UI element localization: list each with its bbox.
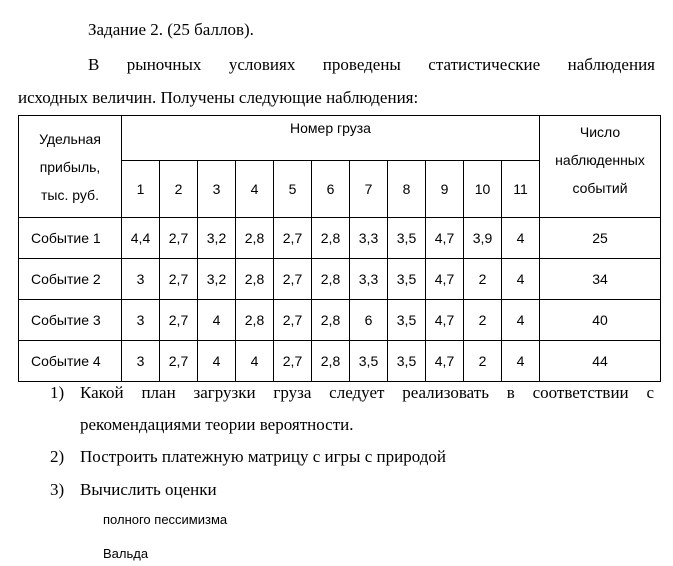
question-1	[50, 383, 654, 407]
profit-value-cell: 2	[464, 341, 502, 382]
profit-value-cell: 3,9	[464, 218, 502, 259]
profit-value-cell: 2,8	[312, 341, 350, 382]
question-3	[50, 480, 650, 504]
profit-value-cell: 2,8	[236, 259, 274, 300]
table-row	[19, 341, 661, 382]
profit-value-cell: 2,7	[160, 300, 198, 341]
event-count-cell: 34	[540, 259, 661, 300]
profit-value-cell: 2,8	[236, 300, 274, 341]
cargo-number-cell: 9	[426, 161, 464, 218]
cargo-number-cell: 1	[122, 161, 160, 218]
cargo-number-cell: 4	[236, 161, 274, 218]
profit-value-cell: 2,7	[160, 341, 198, 382]
profit-value-cell: 3,3	[350, 259, 388, 300]
profit-value-cell: 3,2	[198, 259, 236, 300]
profit-value-cell: 4	[236, 341, 274, 382]
header-count-line: событий	[572, 180, 628, 196]
profit-value-cell: 4	[502, 300, 540, 341]
cargo-number-cell: 6	[312, 161, 350, 218]
profit-value-cell: 3	[122, 259, 160, 300]
event-label: Событие 4	[19, 341, 122, 382]
profit-value-cell: 3,5	[388, 341, 426, 382]
cargo-number-cell: 7	[350, 161, 388, 218]
header-count-line: наблюденных	[555, 152, 645, 168]
event-count-cell: 25	[540, 218, 661, 259]
profit-value-cell: 3,5	[388, 259, 426, 300]
table-row	[19, 218, 661, 259]
profit-value-cell: 2,7	[274, 300, 312, 341]
cargo-number-cell: 8	[388, 161, 426, 218]
header-profit-line: тыс. руб.	[41, 186, 99, 203]
header-profit-line: прибыль,	[39, 158, 101, 175]
profit-value-cell: 3,5	[388, 300, 426, 341]
intro-line-2: исходных величин. Получены следующие наблюдения:	[18, 88, 419, 107]
profit-value-cell: 4	[198, 341, 236, 382]
table-row	[19, 300, 661, 341]
profit-value-cell: 3,2	[198, 218, 236, 259]
cargo-number-cell: 11	[502, 161, 540, 218]
sub-item-wald: Вальда	[103, 546, 149, 561]
question-text: Вычислить оценки	[80, 480, 217, 499]
task-title: Задание 2. (25 баллов).	[88, 20, 254, 39]
cargo-number-cell: 5	[274, 161, 312, 218]
event-label: Событие 2	[19, 259, 122, 300]
profit-value-cell: 6	[350, 300, 388, 341]
profit-value-cell: 2,8	[236, 218, 274, 259]
table-row	[19, 259, 661, 300]
question-1-continuation: рекомендациями теории вероятности.	[80, 415, 354, 434]
profit-value-cell: 2,7	[160, 218, 198, 259]
cargo-number-cell: 2	[160, 161, 198, 218]
profit-value-cell: 2,7	[160, 259, 198, 300]
profit-value-cell: 4	[502, 218, 540, 259]
profit-value-cell: 3,3	[350, 218, 388, 259]
event-count-cell: 40	[540, 300, 661, 341]
profit-value-cell: 2,7	[274, 259, 312, 300]
header-profit-line: Удельная	[39, 130, 101, 147]
profit-value-cell: 4,7	[426, 218, 464, 259]
profit-value-cell: 4	[502, 341, 540, 382]
cargo-number-cell: 10	[464, 161, 502, 218]
profit-value-cell: 3	[122, 341, 160, 382]
profit-value-cell: 3,5	[350, 341, 388, 382]
profit-value-cell: 2	[464, 300, 502, 341]
intro-line-1: В рыночных условиях проведены статистические наблюдения	[88, 55, 655, 74]
profit-value-cell: 2,8	[312, 300, 350, 341]
question-text: Какой план загрузки груза следует реализовать в соответствии с	[80, 383, 654, 402]
observations-table	[18, 115, 661, 382]
profit-value-cell: 3	[122, 300, 160, 341]
event-count-cell: 44	[540, 341, 661, 382]
header-event-count	[540, 116, 661, 218]
question-2	[50, 447, 650, 471]
question-number: 2)	[50, 447, 65, 466]
profit-value-cell: 2,8	[312, 259, 350, 300]
profit-value-cell: 4,7	[426, 259, 464, 300]
question-text: Построить платежную матрицу с игры с природой	[80, 447, 446, 466]
question-number: 1)	[50, 383, 65, 402]
profit-value-cell: 2	[464, 259, 502, 300]
cargo-number-cell: 3	[198, 161, 236, 218]
event-label: Событие 3	[19, 300, 122, 341]
profit-value-cell: 2,8	[312, 218, 350, 259]
profit-value-cell: 3,5	[388, 218, 426, 259]
profit-value-cell: 4,7	[426, 300, 464, 341]
question-number: 3)	[50, 480, 65, 499]
profit-value-cell: 4	[198, 300, 236, 341]
header-cargo-number: Номер груза	[122, 116, 540, 161]
header-profit	[19, 116, 122, 218]
profit-value-cell: 4,4	[122, 218, 160, 259]
profit-value-cell: 2,7	[274, 218, 312, 259]
sub-item-pessimism: полного пессимизма	[103, 512, 228, 527]
profit-value-cell: 2,7	[274, 341, 312, 382]
profit-value-cell: 4,7	[426, 341, 464, 382]
header-count-line: Число	[579, 124, 621, 140]
event-label: Событие 1	[19, 218, 122, 259]
profit-value-cell: 4	[502, 259, 540, 300]
